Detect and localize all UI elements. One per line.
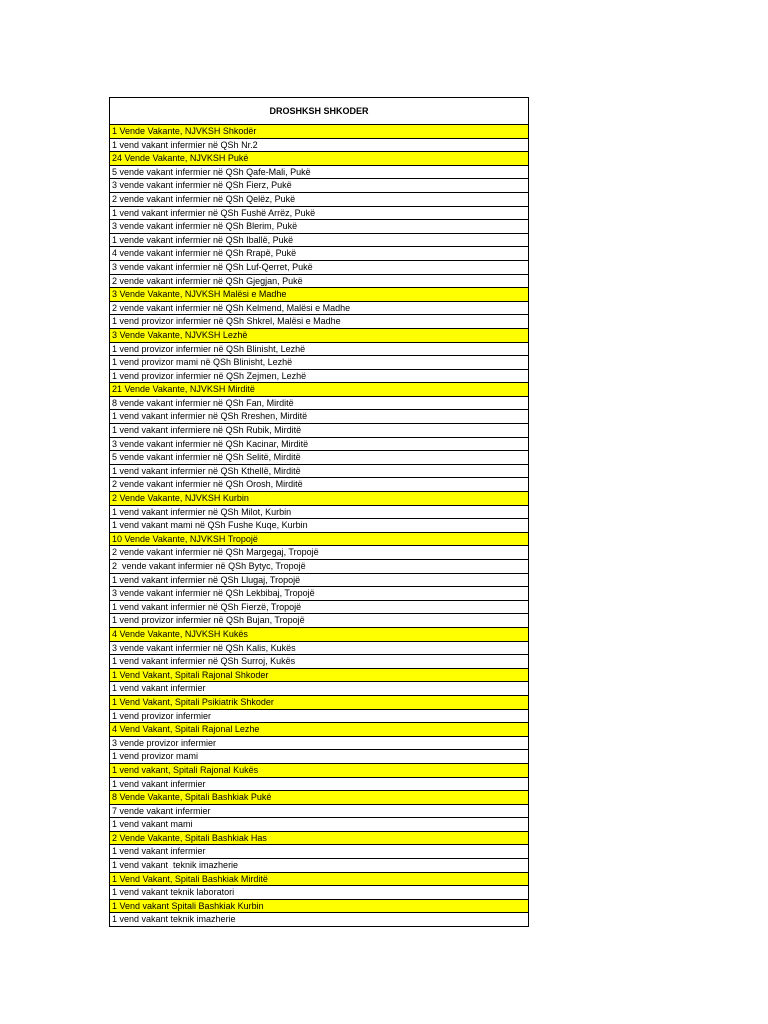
table-cell: 3 vende vakant infermier në QSh Kalis, Kukës bbox=[110, 641, 529, 655]
table-cell: 1 vend vakant infermier në QSh Fierzë, Tropojë bbox=[110, 600, 529, 614]
table-cell: 3 vende vakant infermier në QSh Blerim, Pukë bbox=[110, 220, 529, 234]
group-header-row bbox=[110, 627, 529, 641]
group-header-row bbox=[110, 328, 529, 342]
table-row bbox=[110, 206, 529, 220]
table-title: DROSHKSH SHKODER bbox=[110, 98, 529, 125]
table-cell: 2 vende vakant infermier në QSh Gjegjan, Pukë bbox=[110, 274, 529, 288]
group-header-row bbox=[110, 288, 529, 302]
table-cell: 1 vend vakant infermier në QSh Rreshen, Mirditë bbox=[110, 410, 529, 424]
table-row bbox=[110, 437, 529, 451]
group-header-cell: 1 Vend Vakant, Spitali Bashkiak Mirditë bbox=[110, 872, 529, 886]
table-cell: 1 vend vakant mami në QSh Fushe Kuqe, Kurbin bbox=[110, 519, 529, 533]
table-row bbox=[110, 451, 529, 465]
table-cell: 1 vend vakant mami bbox=[110, 818, 529, 832]
table-header-row bbox=[110, 98, 529, 125]
group-header-cell: 2 Vende Vakante, NJVKSH Kurbin bbox=[110, 492, 529, 506]
table-row bbox=[110, 600, 529, 614]
table-cell: 1 vend vakant infermiere në QSh Rubik, Mirditë bbox=[110, 424, 529, 438]
table-cell: 8 vende vakant infermier në QSh Fan, Mirditë bbox=[110, 396, 529, 410]
table-cell: 3 vende vakant infermier në QSh Lekbibaj, Tropojë bbox=[110, 587, 529, 601]
table-row bbox=[110, 573, 529, 587]
table-row bbox=[110, 505, 529, 519]
table-row bbox=[110, 777, 529, 791]
table-row bbox=[110, 165, 529, 179]
table-cell: 4 vende vakant infermier në QSh Rrapë, Pukë bbox=[110, 247, 529, 261]
table-cell: 5 vende vakant infermier në QSh Qafe-Mali, Pukë bbox=[110, 165, 529, 179]
group-header-cell: 2 Vende Vakante, Spitali Bashkiak Has bbox=[110, 831, 529, 845]
table-cell: 1 vend provizor infermier në QSh Zejmen, Lezhë bbox=[110, 369, 529, 383]
table-cell: 1 vend vakant infermier në QSh Llugaj, Tropojë bbox=[110, 573, 529, 587]
table-row bbox=[110, 655, 529, 669]
table-cell: 2 vende vakant infermier në QSh Orosh, Mirditë bbox=[110, 478, 529, 492]
table-row bbox=[110, 247, 529, 261]
table-row bbox=[110, 641, 529, 655]
table-row bbox=[110, 546, 529, 560]
group-header-row bbox=[110, 152, 529, 166]
group-header-row bbox=[110, 532, 529, 546]
group-header-cell: 1 Vend vakant Spitali Bashkiak Kurbin bbox=[110, 899, 529, 913]
vacancy-table bbox=[109, 97, 529, 927]
group-header-row bbox=[110, 899, 529, 913]
table-cell: 1 vend vakant infermier bbox=[110, 777, 529, 791]
table-cell: 1 vend vakant infermier në QSh Milot, Kurbin bbox=[110, 505, 529, 519]
table-row bbox=[110, 750, 529, 764]
table-row bbox=[110, 301, 529, 315]
table-cell: 2 vende vakant infermier në QSh Kelmend, Malësi e Madhe bbox=[110, 301, 529, 315]
vacancy-table-body bbox=[110, 98, 529, 927]
table-row bbox=[110, 519, 529, 533]
group-header-cell: 8 Vende Vakante, Spitali Bashkiak Pukë bbox=[110, 791, 529, 805]
group-header-row bbox=[110, 723, 529, 737]
group-header-cell: 1 vend vakant, Spitali Rajonal Kukës bbox=[110, 763, 529, 777]
table-cell: 1 vend provizor infermier në QSh Blinisht, Lezhë bbox=[110, 342, 529, 356]
table-row bbox=[110, 179, 529, 193]
group-header-cell: 1 Vende Vakante, NJVKSH Shkodër bbox=[110, 125, 529, 139]
table-row bbox=[110, 138, 529, 152]
table-row bbox=[110, 682, 529, 696]
table-row bbox=[110, 369, 529, 383]
group-header-cell: 1 Vend Vakant, Spitali Rajonal Shkoder bbox=[110, 668, 529, 682]
table-row bbox=[110, 736, 529, 750]
group-header-row bbox=[110, 695, 529, 709]
table-row bbox=[110, 804, 529, 818]
table-cell: 7 vende vakant infermier bbox=[110, 804, 529, 818]
table-cell: 1 vende vakant infermier në QSh Iballë, Pukë bbox=[110, 233, 529, 247]
table-cell: 1 vend vakant infermier bbox=[110, 682, 529, 696]
group-header-row bbox=[110, 831, 529, 845]
table-cell: 2 vende vakant infermier në QSh Qelëz, Pukë bbox=[110, 192, 529, 206]
table-cell: 1 vend vakant infermier në QSh Surroj, Kukës bbox=[110, 655, 529, 669]
group-header-row bbox=[110, 791, 529, 805]
table-cell: 2 vende vakant infermier në QSh Bytyc, Tropojë bbox=[110, 560, 529, 574]
table-cell: 1 vend vakant teknik imazherie bbox=[110, 913, 529, 927]
table-row bbox=[110, 587, 529, 601]
table-cell: 1 vend provizor mami në QSh Blinisht, Lezhë bbox=[110, 356, 529, 370]
table-cell: 1 vend vakant infermier në QSh Kthellë, Mirditë bbox=[110, 464, 529, 478]
group-header-row bbox=[110, 383, 529, 397]
table-cell: 1 vend provizor infermier bbox=[110, 709, 529, 723]
table-row bbox=[110, 260, 529, 274]
table-row bbox=[110, 913, 529, 927]
table-row bbox=[110, 859, 529, 873]
table-cell: 2 vende vakant infermier në QSh Margegaj, Tropojë bbox=[110, 546, 529, 560]
group-header-row bbox=[110, 763, 529, 777]
group-header-row bbox=[110, 125, 529, 139]
group-header-cell: 24 Vende Vakante, NJVKSH Pukë bbox=[110, 152, 529, 166]
table-row bbox=[110, 220, 529, 234]
group-header-cell: 3 Vende Vakante, NJVKSH Malësi e Madhe bbox=[110, 288, 529, 302]
table-cell: 5 vende vakant infermier në QSh Selitë, Mirditë bbox=[110, 451, 529, 465]
group-header-row bbox=[110, 872, 529, 886]
table-cell: 1 vend provizor infermier në QSh Bujan, Tropojë bbox=[110, 614, 529, 628]
table-row bbox=[110, 315, 529, 329]
table-cell: 1 vend provizor infermier në QSh Shkrel, Malësi e Madhe bbox=[110, 315, 529, 329]
table-row bbox=[110, 342, 529, 356]
group-header-cell: 4 Vend Vakant, Spitali Rajonal Lezhe bbox=[110, 723, 529, 737]
table-row bbox=[110, 424, 529, 438]
group-header-cell: 3 Vende Vakante, NJVKSH Lezhë bbox=[110, 328, 529, 342]
group-header-cell: 21 Vende Vakante, NJVKSH Mirditë bbox=[110, 383, 529, 397]
table-row bbox=[110, 845, 529, 859]
group-header-cell: 4 Vende Vakante, NJVKSH Kukës bbox=[110, 627, 529, 641]
table-cell: 1 vend vakant infermier në QSh Nr.2 bbox=[110, 138, 529, 152]
table-cell: 3 vende vakant infermier në QSh Kacinar, Mirditë bbox=[110, 437, 529, 451]
table-row bbox=[110, 560, 529, 574]
table-cell: 3 vende provizor infermier bbox=[110, 736, 529, 750]
group-header-cell: 1 Vend Vakant, Spitali Psikiatrik Shkoder bbox=[110, 695, 529, 709]
table-cell: 1 vend vakant infermier bbox=[110, 845, 529, 859]
table-row bbox=[110, 614, 529, 628]
group-header-row bbox=[110, 492, 529, 506]
group-header-cell: 10 Vende Vakante, NJVKSH Tropojë bbox=[110, 532, 529, 546]
table-row bbox=[110, 356, 529, 370]
table-row bbox=[110, 886, 529, 900]
table-row bbox=[110, 478, 529, 492]
table-cell: 3 vende vakant infermier në QSh Fierz, Pukë bbox=[110, 179, 529, 193]
table-row bbox=[110, 464, 529, 478]
table-cell: 1 vend vakant teknik laboratori bbox=[110, 886, 529, 900]
table-cell: 1 vend provizor mami bbox=[110, 750, 529, 764]
table-row bbox=[110, 818, 529, 832]
table-row bbox=[110, 396, 529, 410]
table-cell: 1 vend vakant infermier në QSh Fushë Arrëz, Pukë bbox=[110, 206, 529, 220]
table-cell: 1 vend vakant teknik imazherie bbox=[110, 859, 529, 873]
table-row bbox=[110, 192, 529, 206]
table-row bbox=[110, 709, 529, 723]
table-row bbox=[110, 410, 529, 424]
group-header-row bbox=[110, 668, 529, 682]
table-row bbox=[110, 233, 529, 247]
table-cell: 3 vende vakant infermier në QSh Luf-Qerret, Pukë bbox=[110, 260, 529, 274]
table-row bbox=[110, 274, 529, 288]
